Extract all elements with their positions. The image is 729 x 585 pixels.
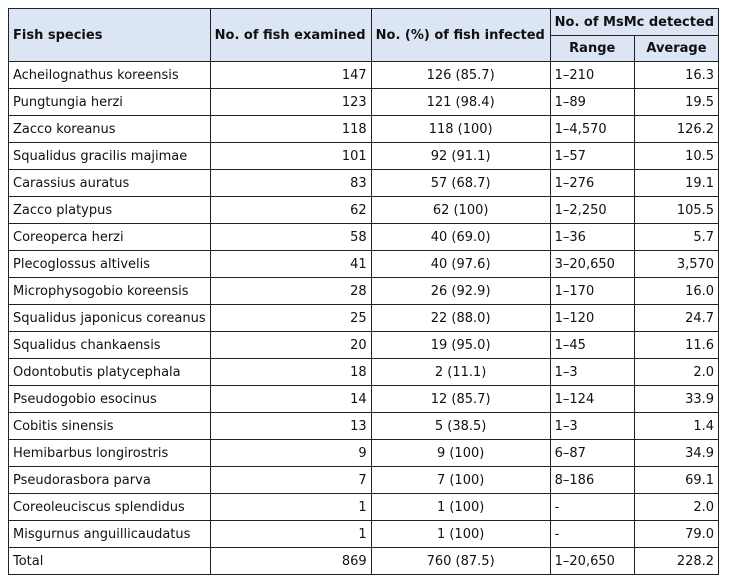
cell-average: 2.0 (634, 359, 718, 386)
cell-examined: 58 (210, 224, 371, 251)
table-row (9, 197, 719, 224)
table-row (9, 494, 719, 521)
cell-range: 1–120 (550, 305, 634, 332)
cell-examined: 7 (210, 467, 371, 494)
cell-range: 1–210 (550, 62, 634, 89)
cell-average: 16.0 (634, 278, 718, 305)
table-row (9, 305, 719, 332)
table-row (9, 467, 719, 494)
cell-species: Acheilognathus koreensis (9, 62, 211, 89)
data-table-container (8, 8, 719, 575)
cell-examined: 25 (210, 305, 371, 332)
cell-infected: 62 (100) (371, 197, 550, 224)
header-fish-infected: No. (%) of fish infected (371, 9, 550, 62)
cell-species: Coreoperca herzi (9, 224, 211, 251)
cell-infected: 126 (85.7) (371, 62, 550, 89)
cell-examined: 62 (210, 197, 371, 224)
cell-range: 1–4,570 (550, 116, 634, 143)
cell-average: 33.9 (634, 386, 718, 413)
cell-infected: 121 (98.4) (371, 89, 550, 116)
cell-average: 3,570 (634, 251, 718, 278)
cell-range: 6–87 (550, 440, 634, 467)
cell-range: 1–89 (550, 89, 634, 116)
cell-infected: 7 (100) (371, 467, 550, 494)
cell-range: 3–20,650 (550, 251, 634, 278)
cell-range: 1–2,250 (550, 197, 634, 224)
cell-examined: 118 (210, 116, 371, 143)
cell-range: 8–186 (550, 467, 634, 494)
cell-examined: 83 (210, 170, 371, 197)
cell-infected: 19 (95.0) (371, 332, 550, 359)
table-header (9, 9, 719, 62)
cell-species: Hemibarbus longirostris (9, 440, 211, 467)
cell-species: Carassius auratus (9, 170, 211, 197)
cell-species: Squalidus chankaensis (9, 332, 211, 359)
cell-average: 10.5 (634, 143, 718, 170)
cell-average: 2.0 (634, 494, 718, 521)
cell-species: Pseudogobio esocinus (9, 386, 211, 413)
cell-average: 34.9 (634, 440, 718, 467)
cell-infected: 40 (69.0) (371, 224, 550, 251)
table-row (9, 332, 719, 359)
header-range: Range (550, 36, 634, 62)
table-row (9, 89, 719, 116)
cell-species: Squalidus japonicus coreanus (9, 305, 211, 332)
table-row (9, 413, 719, 440)
table-row (9, 386, 719, 413)
cell-average: 5.7 (634, 224, 718, 251)
cell-average: 79.0 (634, 521, 718, 548)
cell-range: - (550, 494, 634, 521)
cell-infected: 118 (100) (371, 116, 550, 143)
cell-infected: 5 (38.5) (371, 413, 550, 440)
cell-species: Pseudorasbora parva (9, 467, 211, 494)
cell-infected: 22 (88.0) (371, 305, 550, 332)
table-row (9, 359, 719, 386)
cell-species: Cobitis sinensis (9, 413, 211, 440)
cell-species: Misgurnus anguillicaudatus (9, 521, 211, 548)
cell-infected: 1 (100) (371, 494, 550, 521)
cell-species: Zacco koreanus (9, 116, 211, 143)
cell-species: Total (9, 548, 211, 575)
cell-examined: 869 (210, 548, 371, 575)
cell-examined: 101 (210, 143, 371, 170)
cell-range: 1–36 (550, 224, 634, 251)
cell-examined: 14 (210, 386, 371, 413)
cell-range: 1–276 (550, 170, 634, 197)
table-row (9, 278, 719, 305)
cell-species: Microphysogobio koreensis (9, 278, 211, 305)
table-row (9, 62, 719, 89)
cell-species: Coreoleuciscus splendidus (9, 494, 211, 521)
cell-range: 1–20,650 (550, 548, 634, 575)
cell-infected: 9 (100) (371, 440, 550, 467)
cell-average: 24.7 (634, 305, 718, 332)
cell-species: Pungtungia herzi (9, 89, 211, 116)
cell-examined: 20 (210, 332, 371, 359)
cell-range: 1–45 (550, 332, 634, 359)
table-row-total (9, 548, 719, 575)
fish-infection-table (8, 8, 719, 575)
cell-examined: 41 (210, 251, 371, 278)
cell-examined: 147 (210, 62, 371, 89)
cell-range: - (550, 521, 634, 548)
cell-average: 105.5 (634, 197, 718, 224)
header-msmc-detected: No. of MsMc detected (550, 9, 718, 36)
cell-infected: 1 (100) (371, 521, 550, 548)
cell-range: 1–124 (550, 386, 634, 413)
cell-range: 1–3 (550, 359, 634, 386)
cell-infected: 760 (87.5) (371, 548, 550, 575)
cell-examined: 9 (210, 440, 371, 467)
table-row (9, 170, 719, 197)
cell-average: 11.6 (634, 332, 718, 359)
cell-average: 69.1 (634, 467, 718, 494)
table-row (9, 143, 719, 170)
header-fish-species: Fish species (9, 9, 211, 62)
cell-average: 1.4 (634, 413, 718, 440)
cell-species: Zacco platypus (9, 197, 211, 224)
cell-examined: 1 (210, 521, 371, 548)
table-row (9, 224, 719, 251)
cell-range: 1–3 (550, 413, 634, 440)
table-row (9, 116, 719, 143)
header-fish-examined: No. of fish examined (210, 9, 371, 62)
cell-examined: 28 (210, 278, 371, 305)
cell-infected: 57 (68.7) (371, 170, 550, 197)
cell-infected: 26 (92.9) (371, 278, 550, 305)
cell-average: 228.2 (634, 548, 718, 575)
cell-infected: 40 (97.6) (371, 251, 550, 278)
cell-range: 1–170 (550, 278, 634, 305)
table-body (9, 62, 719, 575)
cell-species: Squalidus gracilis majimae (9, 143, 211, 170)
table-row (9, 251, 719, 278)
cell-range: 1–57 (550, 143, 634, 170)
cell-average: 16.3 (634, 62, 718, 89)
header-average: Average (634, 36, 718, 62)
cell-examined: 123 (210, 89, 371, 116)
cell-average: 19.5 (634, 89, 718, 116)
cell-average: 19.1 (634, 170, 718, 197)
cell-species: Plecoglossus altivelis (9, 251, 211, 278)
cell-species: Odontobutis platycephala (9, 359, 211, 386)
cell-examined: 13 (210, 413, 371, 440)
cell-infected: 92 (91.1) (371, 143, 550, 170)
cell-infected: 12 (85.7) (371, 386, 550, 413)
cell-average: 126.2 (634, 116, 718, 143)
table-row (9, 440, 719, 467)
cell-examined: 18 (210, 359, 371, 386)
cell-examined: 1 (210, 494, 371, 521)
table-row (9, 521, 719, 548)
cell-infected: 2 (11.1) (371, 359, 550, 386)
